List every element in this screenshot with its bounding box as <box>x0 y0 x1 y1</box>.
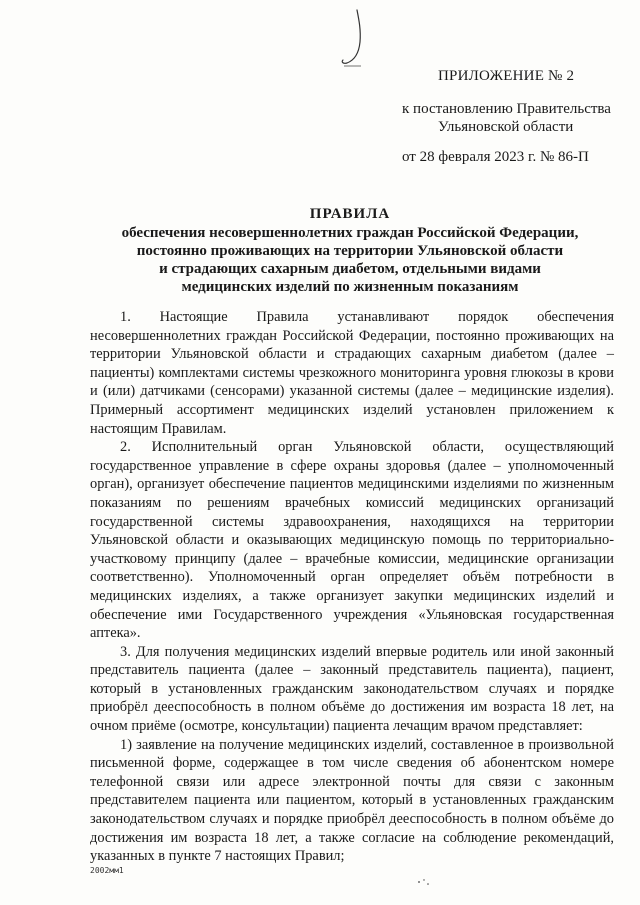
paragraph-3-item-1: 1) заявление на получение медицинских изделий, составленное в произвольной письменной форме, содержащее в том числе сведения об абонентском номере телефонной связи или адресе электронной почты для связи с законным представителем пациента или пациентом, который в установленных гражданским законодательством случаях и порядке приобрёл дееспособность в полном объёме до достижения им возраста 18 лет, а также согласие на соблюдение рекомендаций, указанных в пункте 7 настоящих Правил; <box>90 736 614 865</box>
title-line-2: постоянно проживающих на территории Ульяновской области <box>136 243 564 259</box>
paragraph-1: 1. Настоящие Правила устанавливают порядок обеспечения несовершеннолетних граждан Российской Федерации, постоянно проживающих на территории Ульяновской области и страдающих сахарным диабетом (далее – пациенты) комплектами системы чрезкожного мониторинга уровня глюкозы в крови и (или) датчиками (сенсорами) указанной системы (далее – медицинские изделия). Примерный ассортимент медицинских изделий установлен приложением к настоящим Правилам. <box>90 309 614 437</box>
document-body <box>90 308 614 866</box>
decree-reference: к постановлению Правительства <box>402 101 611 117</box>
signature-mark <box>335 8 375 70</box>
footer-code: 2002мм1 <box>90 866 124 875</box>
title-main: ПРАВИЛА <box>309 206 391 222</box>
title-line-1: обеспечения несовершеннолетних граждан Российской Федерации, <box>121 225 579 241</box>
decree-region: Ульяновской области <box>438 119 574 135</box>
decree-date: от 28 февраля 2023 г. № 86-П <box>402 149 589 165</box>
annex-number: ПРИЛОЖЕНИЕ № 2 <box>438 68 575 84</box>
document-title <box>60 205 640 296</box>
paragraph-2: 2. Исполнительный орган Ульяновской области, осуществляющий государственное управление в сфере охраны здоровья (далее – уполномоченный орган), организует обеспечение пациентов медицинскими изделиями по жизненным показаниям по решениям врачебных комиссий медицинских организаций государственной системы здравоохранения, находящихся на территории Ульяновской области и оказывающих медицинскую помощь по территориально-участковому принципу (далее – врачебные комиссии, медицинские организации соответственно). Уполномоченный орган определяет объём потребности в медицинских изделиях, а также организует закупки медицинских изделий и обеспечение ими Государственного учреждения «Ульяновская государственная аптека». <box>90 439 614 642</box>
title-line-4: медицинских изделий по жизненным показаниям <box>181 279 519 295</box>
paragraph-3: 3. Для получения медицинских изделий впервые родитель или иной законный представитель пациента (далее – законный представитель пациента), пациент, который в установленных гражданским законодательством случаях и порядке приобрёл дееспособность в полном объёме до достижения им возраста 18 лет, на очном приёме (осмотре, консультации) пациента лечащим врачом представляет: <box>90 643 614 735</box>
title-line-3: и страдающих сахарным диабетом, отдельными видами <box>159 261 541 277</box>
scan-artifact <box>415 876 435 890</box>
